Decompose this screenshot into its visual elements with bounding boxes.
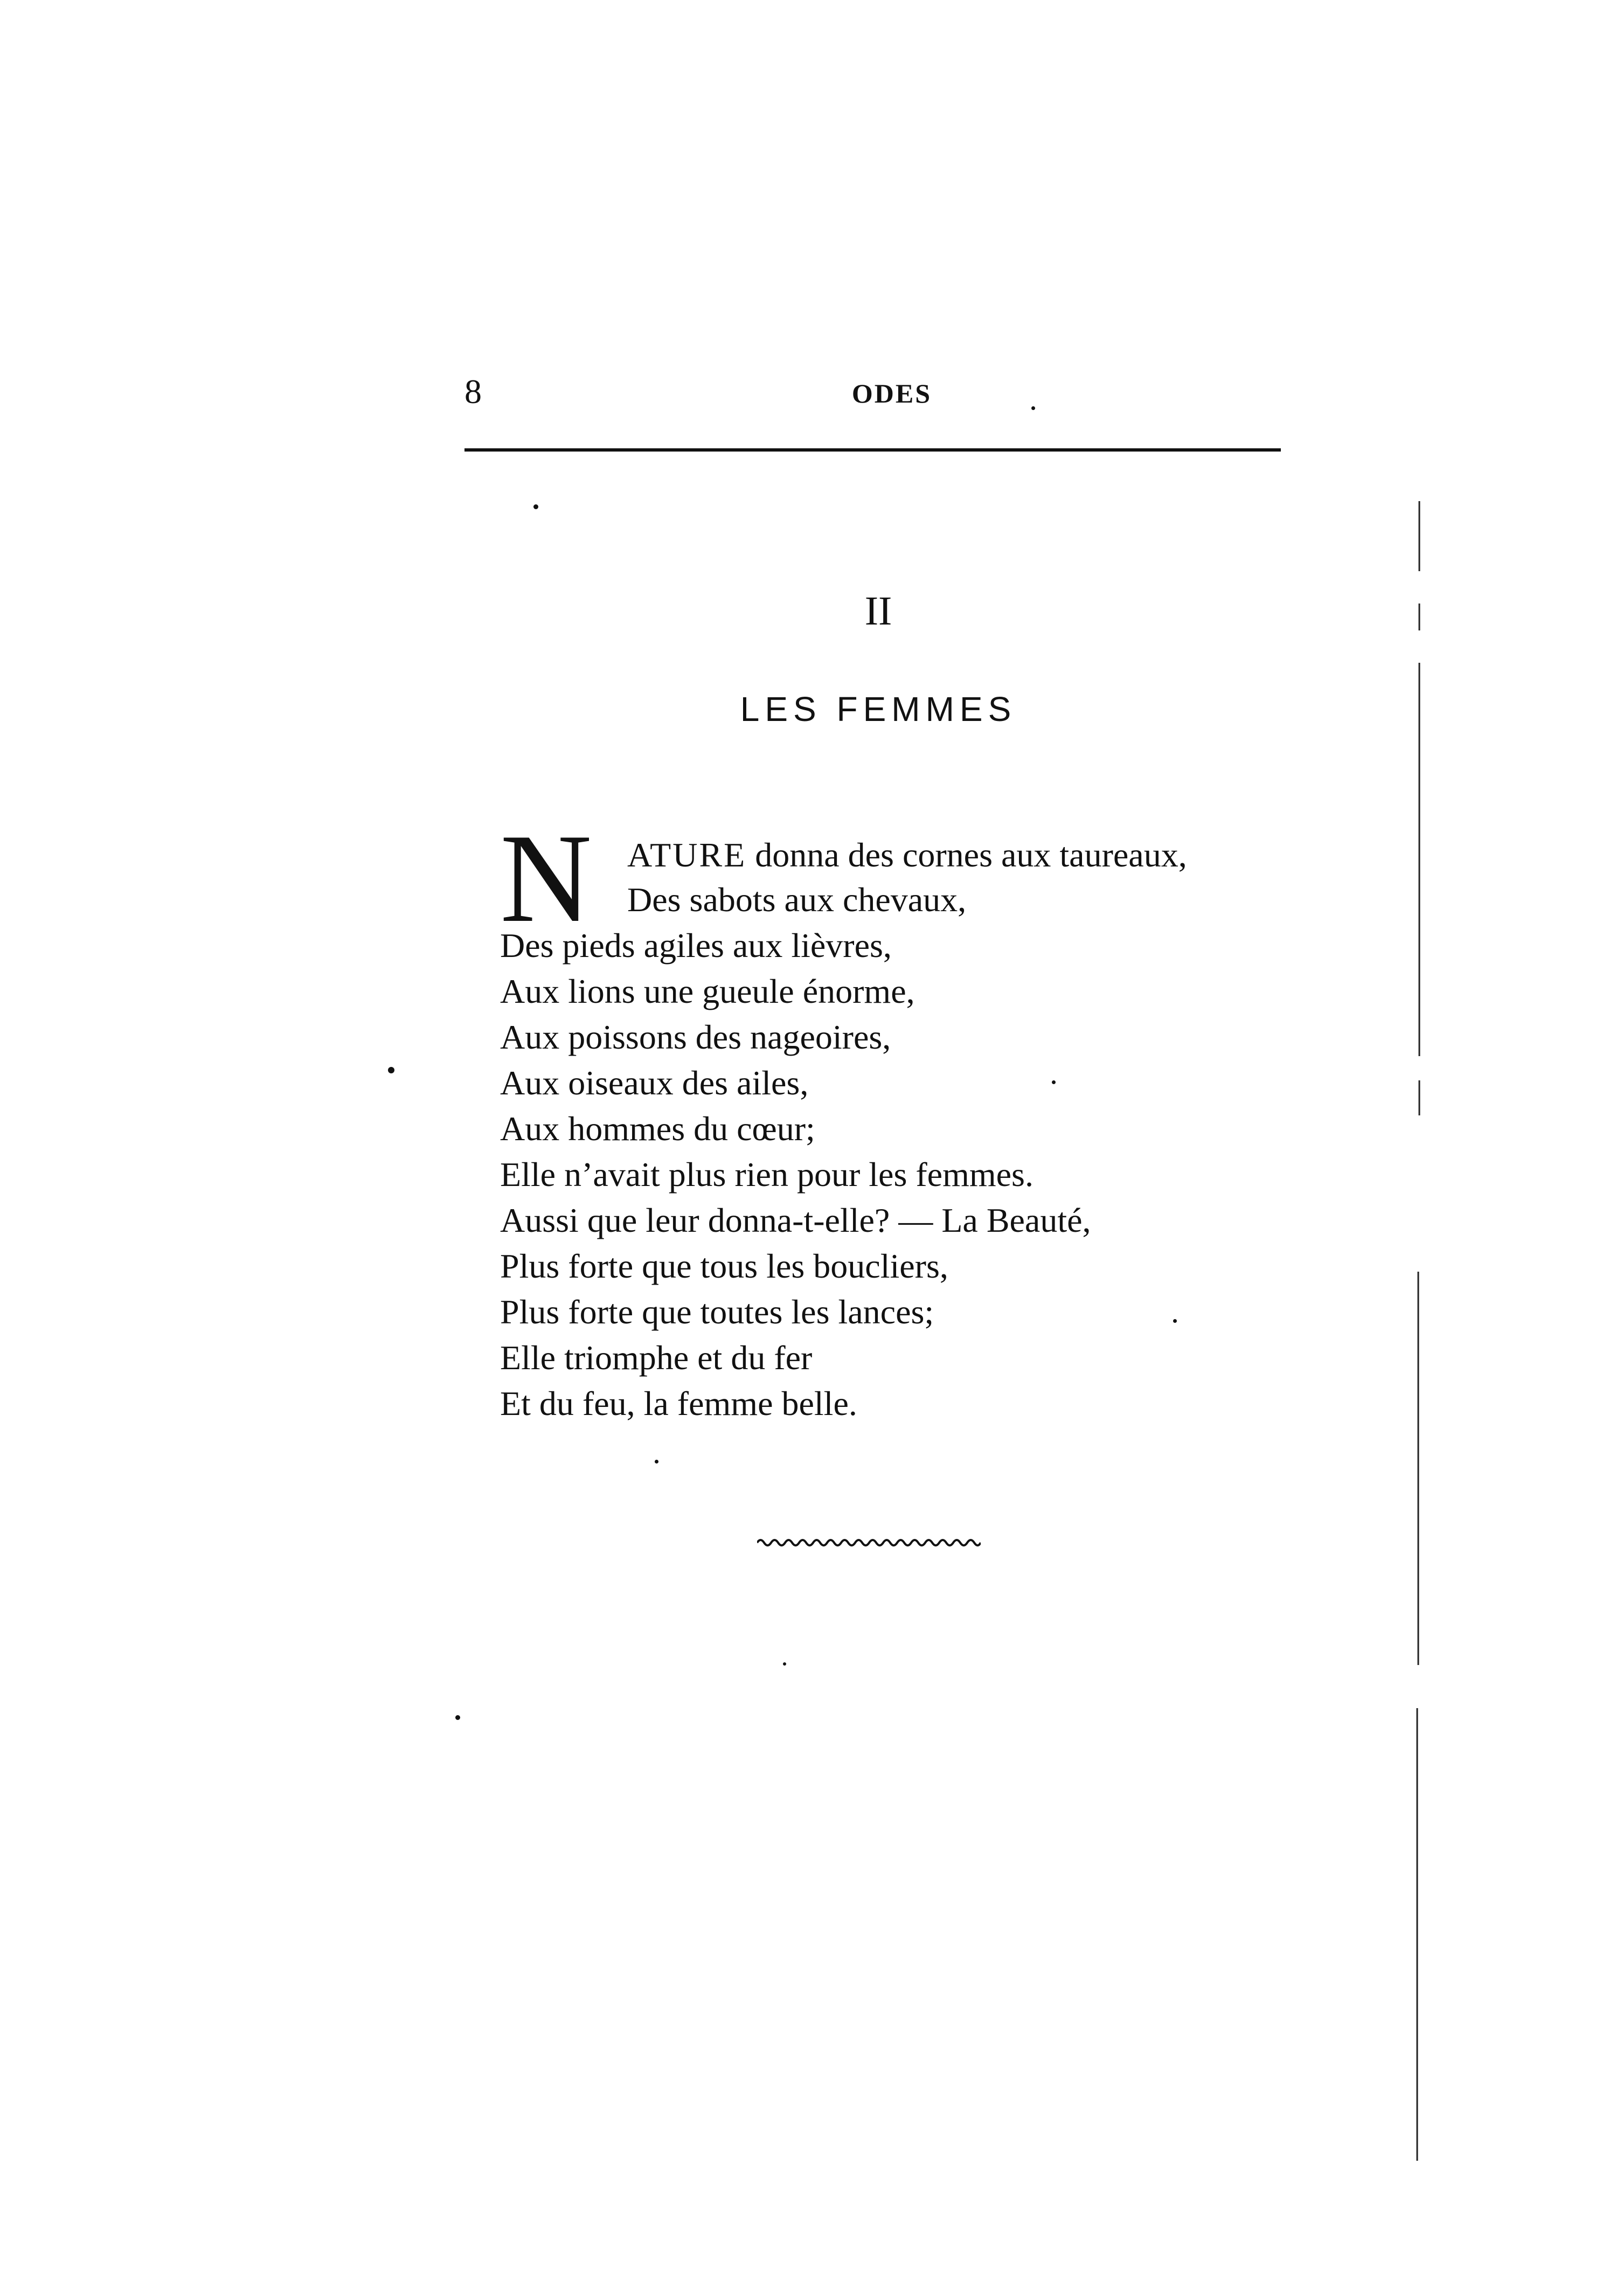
first-line-rest: donna des cornes aux taureaux, — [746, 836, 1187, 874]
verse-line: Et du feu, la femme belle. — [500, 1384, 857, 1423]
scan-margin-lines — [1412, 501, 1433, 2161]
wavy-ornament — [757, 1535, 981, 1551]
ink-speck — [1173, 1319, 1177, 1323]
ink-speck — [1052, 1080, 1056, 1084]
ink-speck — [455, 1715, 460, 1720]
ink-speck — [533, 504, 538, 509]
wavy-ornament-line — [757, 1540, 981, 1545]
page-number: 8 — [464, 372, 482, 411]
header-rule — [464, 448, 1281, 452]
first-word-small-caps: ATURE — [627, 836, 747, 874]
running-head: ODES — [851, 378, 932, 408]
verse-line: Elle n’avait plus rien pour les femmes. — [500, 1155, 1034, 1194]
ink-speck — [1031, 406, 1035, 410]
verse-line: Aux oiseaux des ailes, — [500, 1064, 809, 1102]
ink-speck — [783, 1662, 786, 1666]
verse-line: Aux poissons des nageoires, — [500, 1018, 891, 1056]
poem-title: LES FEMMES — [740, 690, 1017, 729]
verse-line: Aux hommes du cœur; — [500, 1109, 815, 1148]
verse-line: Des sabots aux chevaux, — [627, 880, 967, 919]
poem-number: II — [864, 588, 892, 634]
verse-line: Des pieds agiles aux lièvres, — [500, 926, 892, 965]
verse-line: Elle triomphe et du fer — [500, 1338, 813, 1377]
ink-speck — [655, 1460, 658, 1463]
verse-line: Plus forte que toutes les lances; — [500, 1293, 934, 1331]
verse-line: Aussi que leur donna-t-elle? — La Beauté, — [500, 1201, 1091, 1239]
drop-cap: N — [500, 808, 592, 949]
verse-line: Plus forte que tous les boucliers, — [500, 1247, 948, 1285]
ink-speck — [388, 1067, 394, 1073]
verse-line: Aux lions une gueule énorme, — [500, 972, 915, 1010]
verse-line — [627, 838, 1187, 872]
